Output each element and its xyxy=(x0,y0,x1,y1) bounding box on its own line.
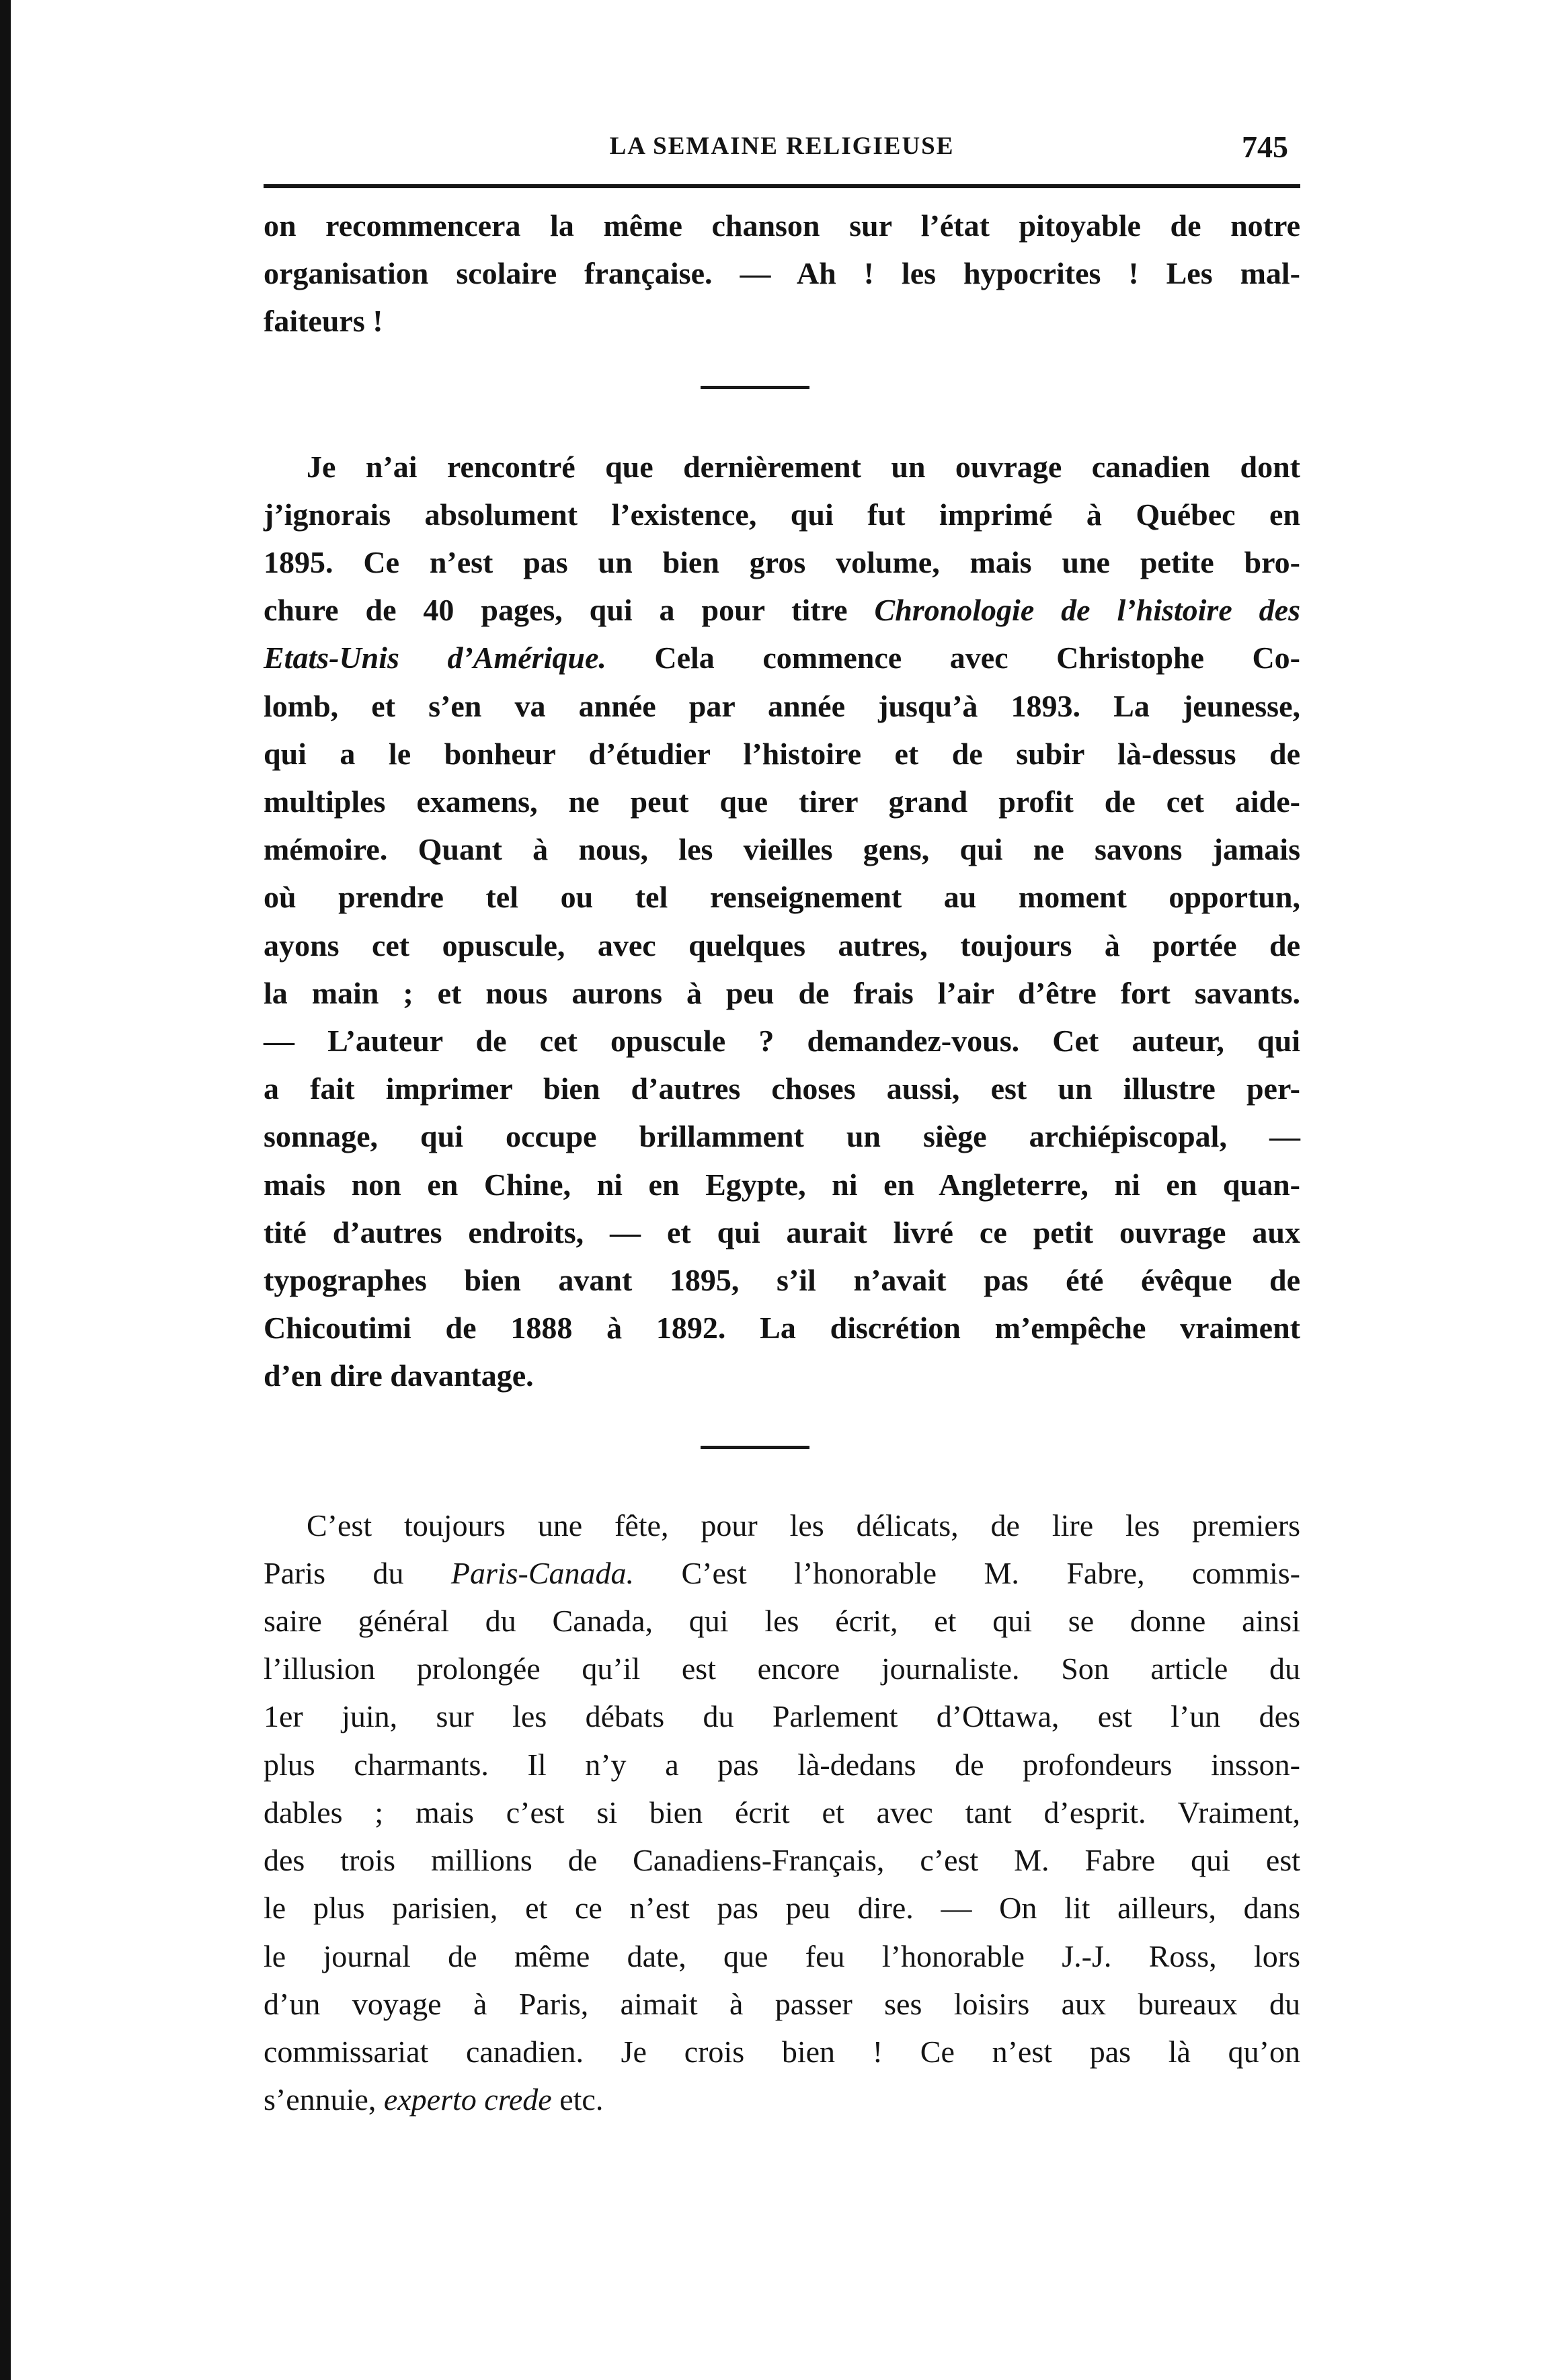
text-line: Je n’ai rencontré que dernièrement un ouvrage canadien dont xyxy=(307,449,1300,484)
text-line: ayons cet opuscule, avec quelques autres, toujours à portée de xyxy=(264,928,1300,962)
text-line: on recommencera la même chanson sur l’état pitoyable de notre xyxy=(264,208,1300,243)
text-line xyxy=(264,634,1300,682)
text-line: la main ; et nous aurons à peu de frais l’air d’être fort savants. xyxy=(264,975,1300,1010)
text-line: 1er juin, sur les débats du Parlement d’Ottawa, est l’un des xyxy=(264,1699,1300,1734)
text-line: le journal de même date, que feu l’honorable J.-J. Ross, lors xyxy=(264,1938,1300,1973)
paragraph-continued xyxy=(264,202,1300,345)
text-line: commissariat canadien. Je crois bien ! Ce n’est pas là qu’on xyxy=(264,2034,1300,2069)
text-line: — L’auteur de cet opuscule ? demandez-vous. Cet auteur, qui xyxy=(264,1024,1300,1059)
text-line: lomb, et s’en va année par année jusqu’à 1893. La jeunesse, xyxy=(264,688,1300,723)
text-line: a fait imprimer bien d’autres choses aussi, est un illustre per- xyxy=(264,1071,1300,1106)
text-line: plus charmants. Il n’y a pas là-dedans de profondeurs insson- xyxy=(264,1747,1300,1782)
text-line: typographes bien avant 1895, s’il n’avait pas été évêque de xyxy=(264,1263,1300,1298)
page-number: 745 xyxy=(1242,130,1288,164)
page xyxy=(264,132,1300,2123)
text-line: faiteurs ! xyxy=(264,304,383,339)
text-line: mais non en Chine, ni en Egypte, ni en Angleterre, ni en quan- xyxy=(264,1167,1300,1202)
text-segment: Paris du xyxy=(264,1555,451,1590)
text-segment: Cela commence avec Christophe Co- xyxy=(606,641,1300,675)
newspaper-title: Paris-Canada. xyxy=(450,1555,635,1590)
section-separator xyxy=(701,1446,809,1449)
text-line: d’en dire davantage. xyxy=(264,1358,534,1393)
text-line xyxy=(264,586,1300,634)
text-line: 1895. Ce n’est pas un bien gros volume, mais une petite bro- xyxy=(264,545,1300,580)
paragraph-paris-canada xyxy=(264,1502,1300,2124)
text-line: Chicoutimi de 1888 à 1892. La discrétion m’empêche vraiment xyxy=(264,1311,1300,1346)
section-separator xyxy=(701,386,809,389)
text-line: C’est toujours une fête, pour les délicats, de lire les premiers xyxy=(307,1508,1300,1543)
text-line: tité d’autres endroits, — et qui aurait livré ce petit ouvrage aux xyxy=(264,1215,1300,1249)
text-line: organisation scolaire française. — Ah ! les hypocrites ! Les mal- xyxy=(264,256,1300,291)
latin-phrase: experto crede xyxy=(383,2082,552,2117)
text-line: sonnage, qui occupe brillamment un siège archiépiscopal, — xyxy=(264,1119,1300,1154)
text-line: qui a le bonheur d’étudier l’histoire et de subir là-dessus de xyxy=(264,736,1300,771)
book-title: Etats-Unis d’Amérique. xyxy=(264,641,606,675)
running-title: LA SEMAINE RELIGIEUSE xyxy=(609,132,955,160)
text-line xyxy=(264,2076,1300,2123)
text-line xyxy=(264,1549,1300,1597)
book-title: Chronologie de l’histoire des xyxy=(874,593,1300,628)
text-line: d’un voyage à Paris, aimait à passer ses loisirs aux bureaux du xyxy=(264,1986,1300,2021)
text-line: j’ignorais absolument l’existence, qui fut imprimé à Québec en xyxy=(264,497,1300,532)
text-line: le plus parisien, et ce n’est pas peu dire. — On lit ailleurs, dans xyxy=(264,1891,1300,1926)
text-segment: s’ennuie, xyxy=(264,2082,384,2117)
paragraph-chronologie xyxy=(264,443,1300,1400)
text-line: saire général du Canada, qui les écrit, et qui se donne ainsi xyxy=(264,1604,1300,1639)
header-rule xyxy=(264,184,1300,188)
text-line: multiples examens, ne peut que tirer grand profit de cet aide- xyxy=(264,784,1300,819)
text-line: dables ; mais c’est si bien écrit et avec tant d’esprit. Vraiment, xyxy=(264,1795,1300,1830)
text-line: l’illusion prolongée qu’il est encore journaliste. Son article du xyxy=(264,1651,1300,1686)
text-segment: chure de 40 pages, qui a pour titre xyxy=(264,593,875,628)
scan-edge-bar xyxy=(0,0,11,2380)
running-head xyxy=(264,132,1300,179)
text-line: des trois millions de Canadiens-Français, c’est M. Fabre qui est xyxy=(264,1843,1300,1878)
text-segment: C’est l’honorable M. Fabre, commis- xyxy=(634,1555,1300,1590)
text-line: mémoire. Quant à nous, les vieilles gens, qui ne savons jamais xyxy=(264,832,1300,867)
text-line: où prendre tel ou tel renseignement au moment opportun, xyxy=(264,880,1300,915)
text-segment: etc. xyxy=(551,2082,604,2117)
